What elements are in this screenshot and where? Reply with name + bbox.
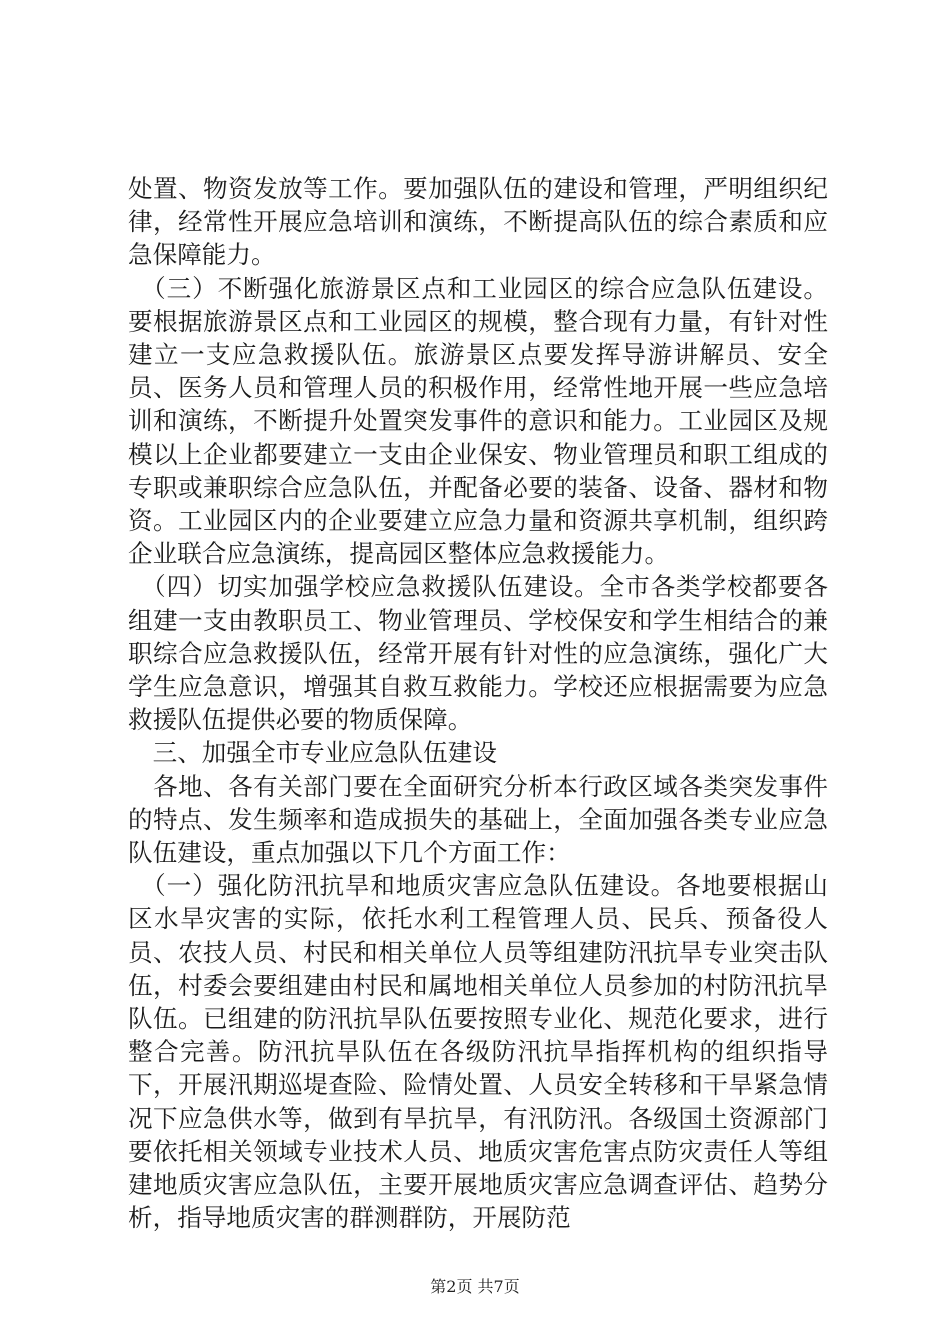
- paragraph: （一）强化防汛抗旱和地质灾害应急队伍建设。各地要根据山区水旱灾害的实际，依托水利工程管理人员、民兵、预备役人员、农技人员、村民和相关单位人员等组建防汛抗旱专业突击队伍，村委会要组建由村民和属地相关单位人员参加的村防汛抗旱队伍。已组建的防汛抗旱队伍要按照专业化、规范化要求，进行整合完善。防汛抗旱队伍在各级防汛抗旱指挥机构的组织指导下，开展汛期巡堤查险、险情处置、人员安全转移和干旱紧急情况下应急供水等，做到有旱抗旱，有汛防汛。各级国土资源部门要依托相关领域专业技术人员、地质灾害危害点防灾责任人等组建地质灾害应急队伍，主要开展地质灾害应急调查评估、趋势分析，指导地质灾害的群测群防，开展防范: [128, 871, 828, 1233]
- body-text: [128, 172, 828, 1235]
- paragraph: （三）不断强化旅游景区点和工业园区的综合应急队伍建设。要根据旅游景区点和工业园区的规模，整合现有力量，有针对性建立一支应急救援队伍。旅游景区点要发挥导游讲解员、安全员、医务人员和管理人员的积极作用，经常性地开展一些应急培训和演练，不断提升处置突发事件的意识和能力。工业园区及规模以上企业都要建立一支由企业保安、物业管理员和职工组成的专职或兼职综合应急队伍，并配备必要的装备、设备、器材和物资。工业园区内的企业要建立应急力量和资源共享机制，组织跨企业联合应急演练，提高园区整体应急救援能力。: [128, 273, 828, 569]
- paragraph: 处置、物资发放等工作。要加强队伍的建设和管理，严明组织纪律，经常性开展应急培训和演练，不断提高队伍的综合素质和应急保障能力。: [128, 174, 828, 270]
- paragraph: （四）切实加强学校应急救援队伍建设。全市各类学校都要各组建一支由教职员工、物业管理员、学校保安和学生相结合的兼职综合应急救援队伍，经常开展有针对性的应急演练，强化广大学生应急意识，增强其自救互救能力。学校还应根据需要为应急救援队伍提供必要的物质保障。: [128, 572, 828, 735]
- page-number-footer: 第2页 共7页: [430, 1277, 520, 1296]
- paragraph: 各地、各有关部门要在全面研究分析本行政区域各类突发事件的特点、发生频率和造成损失的基础上，全面加强各类专业应急队伍建设，重点加强以下几个方面工作：: [128, 771, 828, 868]
- section-heading: 三、加强全市专业应急队伍建设: [128, 738, 497, 768]
